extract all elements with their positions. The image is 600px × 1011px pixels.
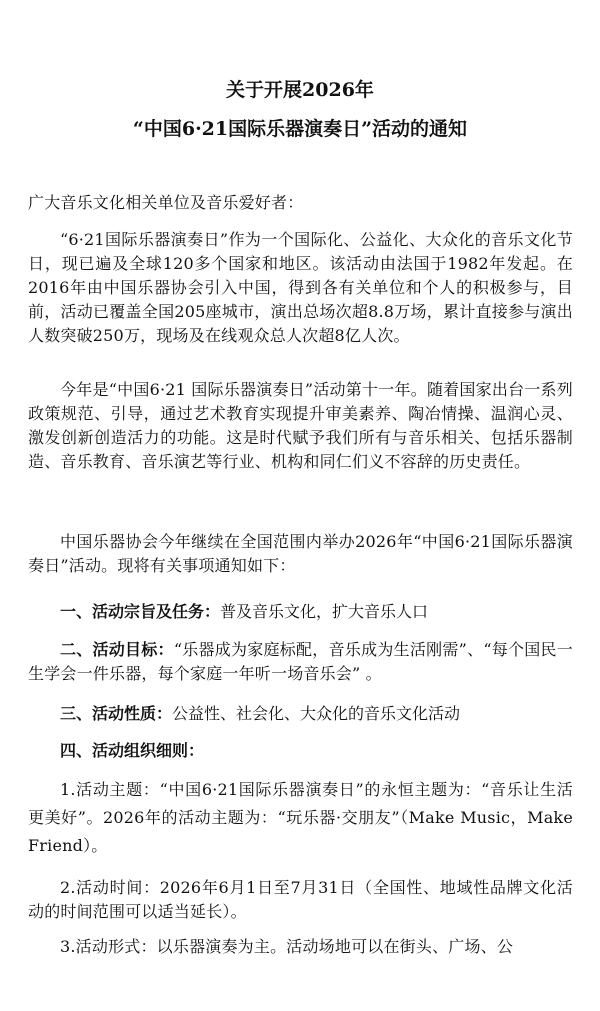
document-title-line-2: “中国6·21国际乐器演奏日”活动的通知 (132, 118, 468, 140)
document-title-line-1: 关于开展2026年 (226, 79, 374, 101)
paragraph-announcement: 中国乐器协会今年继续在全国范围内举办2026年“中国6·21国际乐器演奏日”活动。现将有关事项通知如下： (28, 532, 573, 575)
rule-time: 2.活动时间：2026年6月1日至7月31日（全国性、地域性品牌文化活动的时间范围可以适当延长）。 (28, 878, 573, 921)
section-purpose-label: 一、活动宗旨及任务： (60, 602, 221, 621)
section-purpose (60, 600, 580, 624)
rule-theme: 1.活动主题：“中国6·21国际乐器演奏日”的永恒主题为：“音乐让生活更美好”。2026年的活动主题为：“玩乐器·交朋友”（Make Music，Make Friend）。 (28, 780, 573, 855)
rule-format: 3.活动形式：以乐器演奏为主。活动场地可以在街头、广场、公 (60, 937, 514, 956)
paragraph-eleventh-year: 今年是“中国6·21 国际乐器演奏日”活动第十一年。随着国家出台一系列政策规范、引导，通过艺术教育实现提升审美素养、陶冶情操、温润心灵、激发创新创造活力的功能。这是时代赋予我们所有与音乐相关、包括乐器制造、音乐教育、音乐演艺等行业、机构和同仁们义不容辞的历史责任。 (28, 380, 573, 471)
salutation: 广大音乐文化相关单位及音乐爱好者： (28, 193, 304, 212)
section-nature (60, 702, 580, 726)
section-rules (60, 739, 580, 763)
section-purpose-text: 普及音乐文化，扩大音乐人口 (220, 602, 429, 621)
section-goal-label: 二、活动目标： (60, 640, 174, 659)
section-rules-label: 四、活动组织细则： (60, 741, 205, 760)
section-nature-label: 三、活动性质： (60, 704, 173, 723)
section-goal (28, 638, 573, 686)
paragraph-intro: “6·21国际乐器演奏日”作为一个国际化、公益化、大众化的音乐文化节日，现已遍及全球120多个国家和地区。该活动由法国于1982年发起。在2016年由中国乐器协会引入中国，得到各有关单位和个人的积极参与，目前，活动已覆盖全国205座城市，演出总场次超8.8万场，累计直接参与演出人数突破250万，现场及在线观众总人次超8亿人次。 (28, 230, 573, 345)
section-nature-text: 公益性、社会化、大众化的音乐文化活动 (172, 704, 461, 723)
section-goal-text: “乐器成为家庭标配，音乐成为生活刚需”、“每个国民一生学会一件乐器，每个家庭一年听一场音乐会” 。 (28, 640, 573, 683)
